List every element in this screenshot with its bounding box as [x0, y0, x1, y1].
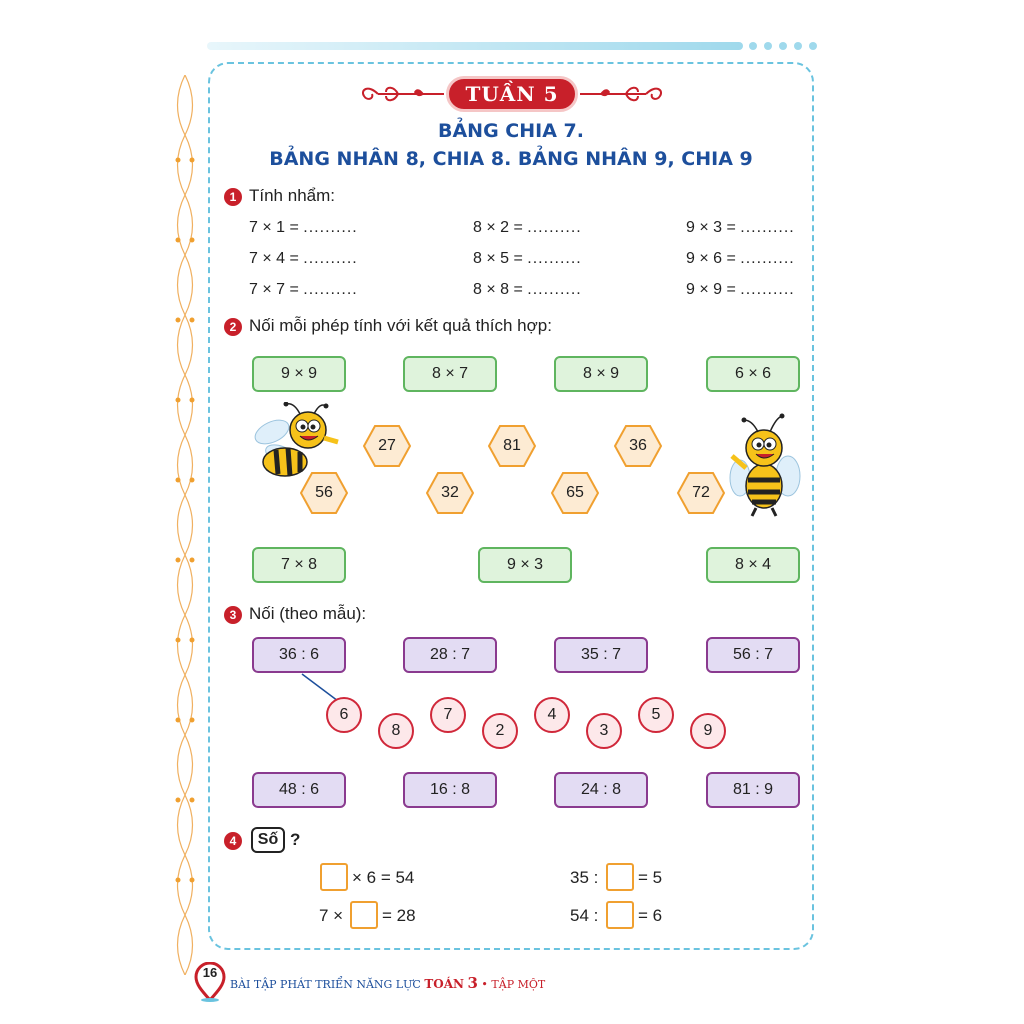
result-hexagon[interactable]: 32 — [426, 472, 474, 514]
equation-text: = 5 — [638, 868, 663, 887]
top-dot — [779, 42, 787, 50]
top-dot — [749, 42, 757, 50]
expression-box[interactable]: 8 × 4 — [706, 547, 800, 583]
calc-item: 9 × 3 = .......... — [686, 219, 795, 236]
bee-illustration-right — [720, 410, 808, 520]
expression-box[interactable]: 8 × 7 — [403, 356, 497, 392]
page-title-line1: BẢNG CHIA 7. — [438, 120, 584, 142]
footer-text: BÀI TẬP PHÁT TRIỂN NĂNG LỰC TOÁN 3 • TẬP MỘT — [230, 974, 546, 992]
division-box[interactable]: 24 : 8 — [554, 772, 648, 808]
answer-box[interactable] — [606, 901, 634, 929]
expression-box[interactable]: 6 × 6 — [706, 356, 800, 392]
calc-item: 7 × 7 = .......... — [249, 281, 358, 298]
result-hexagon[interactable]: 27 — [363, 425, 411, 467]
calc-item: 8 × 5 = .......... — [473, 250, 582, 267]
result-hexagon[interactable]: 56 — [300, 472, 348, 514]
division-box[interactable]: 56 : 7 — [706, 637, 800, 673]
result-circle[interactable]: 5 — [638, 697, 674, 733]
expression-box[interactable]: 9 × 3 — [478, 547, 572, 583]
number-label-box: Số — [251, 827, 285, 853]
calc-item: 8 × 8 = .......... — [473, 281, 582, 298]
page-number: 16 — [202, 965, 218, 980]
answer-blank[interactable]: .......... — [740, 219, 795, 236]
division-box[interactable]: 81 : 9 — [706, 772, 800, 808]
answer-blank[interactable]: .......... — [527, 250, 582, 267]
question-number: 2 — [224, 318, 242, 336]
division-box[interactable]: 48 : 6 — [252, 772, 346, 808]
calc-item: 9 × 9 = .......... — [686, 281, 795, 298]
answer-box[interactable] — [320, 863, 348, 891]
expression-box[interactable]: 8 × 9 — [554, 356, 648, 392]
expression-box[interactable]: 9 × 9 — [252, 356, 346, 392]
right-flourish — [578, 80, 666, 108]
answer-blank[interactable]: .......... — [303, 250, 358, 267]
calc-item: 7 × 1 = .......... — [249, 219, 358, 236]
result-hexagon[interactable]: 65 — [551, 472, 599, 514]
equation-text: 35 : — [570, 868, 599, 887]
equation-text: = 6 — [638, 906, 663, 925]
result-circle[interactable]: 7 — [430, 697, 466, 733]
question-number: 3 — [224, 606, 242, 624]
week-banner: TUẦN 5 — [446, 76, 578, 112]
question-number: 1 — [224, 188, 242, 206]
division-box[interactable]: 28 : 7 — [403, 637, 497, 673]
answer-blank[interactable]: .......... — [527, 281, 582, 298]
answer-blank[interactable]: .......... — [527, 219, 582, 236]
answer-box[interactable] — [606, 863, 634, 891]
result-circle[interactable]: 2 — [482, 713, 518, 749]
result-hexagon[interactable]: 72 — [677, 472, 725, 514]
bee-illustration-left — [250, 402, 342, 482]
page-title-line2: BẢNG NHÂN 8, CHIA 8. BẢNG NHÂN 9, CHIA 9 — [269, 148, 753, 170]
left-ornament — [170, 75, 200, 975]
answer-blank[interactable]: .......... — [740, 250, 795, 267]
expression-box[interactable]: 7 × 8 — [252, 547, 346, 583]
calc-item: 8 × 2 = .......... — [473, 219, 582, 236]
equation-text: 7 × — [319, 906, 344, 925]
division-box[interactable]: 36 : 6 — [252, 637, 346, 673]
calc-item: 7 × 4 = .......... — [249, 250, 358, 267]
top-dot — [764, 42, 772, 50]
question-2-text: Nối mỗi phép tính với kết quả thích hợp: — [249, 316, 552, 335]
result-circle[interactable]: 3 — [586, 713, 622, 749]
answer-blank[interactable]: .......... — [740, 281, 795, 298]
top-dot — [794, 42, 802, 50]
equation-text: × 6 = 54 — [352, 868, 415, 887]
top-dot — [809, 42, 817, 50]
calc-item: 9 × 6 = .......... — [686, 250, 795, 267]
answer-blank[interactable]: .......... — [303, 281, 358, 298]
left-flourish — [358, 80, 446, 108]
answer-blank[interactable]: .......... — [303, 219, 358, 236]
answer-box[interactable] — [350, 901, 378, 929]
result-circle[interactable]: 9 — [690, 713, 726, 749]
question-1-text: Tính nhẩm: — [249, 186, 335, 205]
result-circle[interactable]: 6 — [326, 697, 362, 733]
equation-text: = 28 — [382, 906, 416, 925]
result-circle[interactable]: 8 — [378, 713, 414, 749]
question-mark: ? — [290, 830, 301, 849]
result-hexagon[interactable]: 81 — [488, 425, 536, 467]
top-progress-bar — [207, 42, 743, 50]
division-box[interactable]: 35 : 7 — [554, 637, 648, 673]
result-hexagon[interactable]: 36 — [614, 425, 662, 467]
question-number: 4 — [224, 832, 242, 850]
division-box[interactable]: 16 : 8 — [403, 772, 497, 808]
equation-text: 54 : — [570, 906, 599, 925]
question-3-text: Nối (theo mẫu): — [249, 604, 367, 623]
result-circle[interactable]: 4 — [534, 697, 570, 733]
